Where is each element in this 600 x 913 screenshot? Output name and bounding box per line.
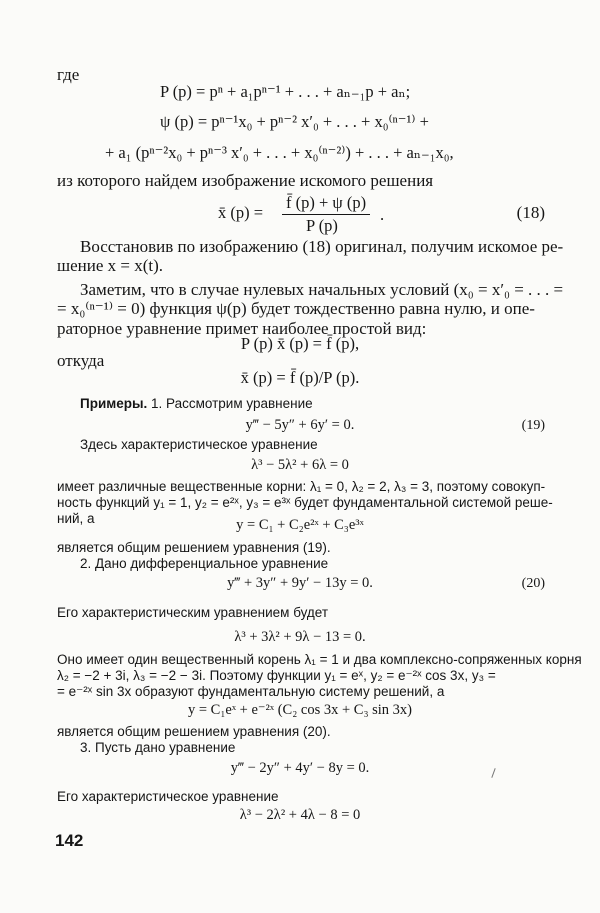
page-number: 142 (55, 831, 84, 850)
example-1-text-2-line3: ний, а (57, 511, 95, 526)
examples-heading: Примеры. (80, 396, 148, 411)
paragraph-1: из которого найдем изображение искомого решения (57, 171, 434, 190)
example-2-text-2-line3: = e⁻²ˣ sin 3x образуют фундаментальную систему решений, а (57, 684, 445, 699)
equation-psi-line2: + a₁ (pⁿ⁻²x₀ + pⁿ⁻³ x′₀ + . . . + x₀⁽ⁿ⁻²⁾) + . . . + aₙ₋₁x₀, (105, 143, 454, 162)
equation-18-lhs: x̄ (p) = (218, 203, 264, 222)
equation-20: y‴ + 3y″ + 9y′ − 13y = 0. (227, 575, 373, 591)
example-1-text-2-line2: ность функций y₁ = 1, y₂ = e²ˣ, y₃ = e³ˣ будет фундаментальной системой реше- (57, 495, 553, 510)
example-2-text-2-line1: Оно имеет один вещественный корень λ₁ = 1 и два комплексно-сопряженных корня (57, 652, 582, 667)
example-3-intro: 3. Пусть дано уравнение (80, 740, 236, 755)
general-solution-2: y = C₁eˣ + e⁻²ˣ (C₂ cos 3x + C₃ sin 3x) (188, 702, 412, 718)
example-1-conclusion: является общим решением уравнения (19). (57, 540, 331, 555)
characteristic-equation-3: λ³ − 2λ² + 4λ − 8 = 0 (239, 807, 361, 823)
example-1-text-1: Здесь характеристическое уравнение (80, 437, 318, 452)
equation-18-denominator: P (p) (306, 216, 338, 235)
equation-18-number: (18) (516, 203, 545, 222)
example-2-intro: 2. Дано дифференциальное уравнение (80, 556, 329, 571)
equation-18-numerator: f̄ (p) + ψ (p) (286, 193, 367, 212)
characteristic-equation-1: λ³ − 5λ² + 6λ = 0 (251, 457, 349, 473)
equation-19-number: (19) (521, 418, 545, 433)
example-1-intro: 1. Рассмотрим уравнение (147, 396, 313, 411)
paragraph-3-line1: Заметим, что в случае нулевых начальных условий (x₀ = x′₀ = . . . = (80, 280, 564, 299)
example-2-text-2-line2: λ₂ = −2 + 3i, λ₃ = −2 − 3i. Поэтому функции y₁ = eˣ, y₂ = e⁻²ˣ cos 3x, y₃ = (57, 668, 496, 683)
paragraph-3-line3: раторное уравнение примет наиболее простой вид: (57, 319, 427, 338)
characteristic-equation-2: λ³ + 3λ² + 9λ − 13 = 0. (234, 629, 366, 645)
operator-equation-2: x̄ (p) = f̄ (p)/P (p). (240, 368, 360, 387)
example-3-text-1: Его характеристическое уравнение (57, 789, 279, 804)
equation-psi-line1: ψ (p) = pⁿ⁻¹x₀ + pⁿ⁻² x′₀ + . . . + x₀⁽ⁿ⁻¹⁾ + (160, 112, 429, 131)
paragraph-2-line2: шение x = x(t). (57, 256, 164, 275)
example-2-conclusion: является общим решением уравнения (20). (57, 724, 331, 739)
general-solution-1: y = C₁ + C₂e²ˣ + C₃e³ˣ (236, 517, 364, 533)
text-gde: где (57, 65, 80, 84)
equation-19: y‴ − 5y″ + 6y′ = 0. (245, 417, 355, 433)
paragraph-2-line1: Восстановив по изображению (18) оригинал, получим искомое ре- (80, 237, 564, 256)
paragraph-3-line2: = x₀⁽ⁿ⁻¹⁾ = 0) функция ψ(p) будет тождественно равна нулю, и опе- (57, 299, 535, 318)
equation-18-period: . (380, 205, 385, 224)
equation-P: P (p) = pⁿ + a₁pⁿ⁻¹ + . . . + aₙ₋₁p + aₙ; (160, 82, 411, 101)
text-otkuda: откуда (57, 351, 105, 370)
examples-heading-line (80, 397, 313, 411)
example-2-text-1: Его характеристическим уравнением будет (57, 605, 329, 620)
equation-21: y‴ − 2y″ + 4y′ − 8y = 0. (230, 760, 370, 776)
example-1-text-2-line1: имеет различные вещественные корни: λ₁ = 0, λ₂ = 2, λ₃ = 3, поэтому совокуп- (57, 479, 546, 494)
operator-equation-1: P (p) x̄ (p) = f̄ (p), (240, 334, 360, 353)
equation-18-fraction-bar (282, 214, 370, 215)
equation-20-number: (20) (521, 576, 545, 591)
